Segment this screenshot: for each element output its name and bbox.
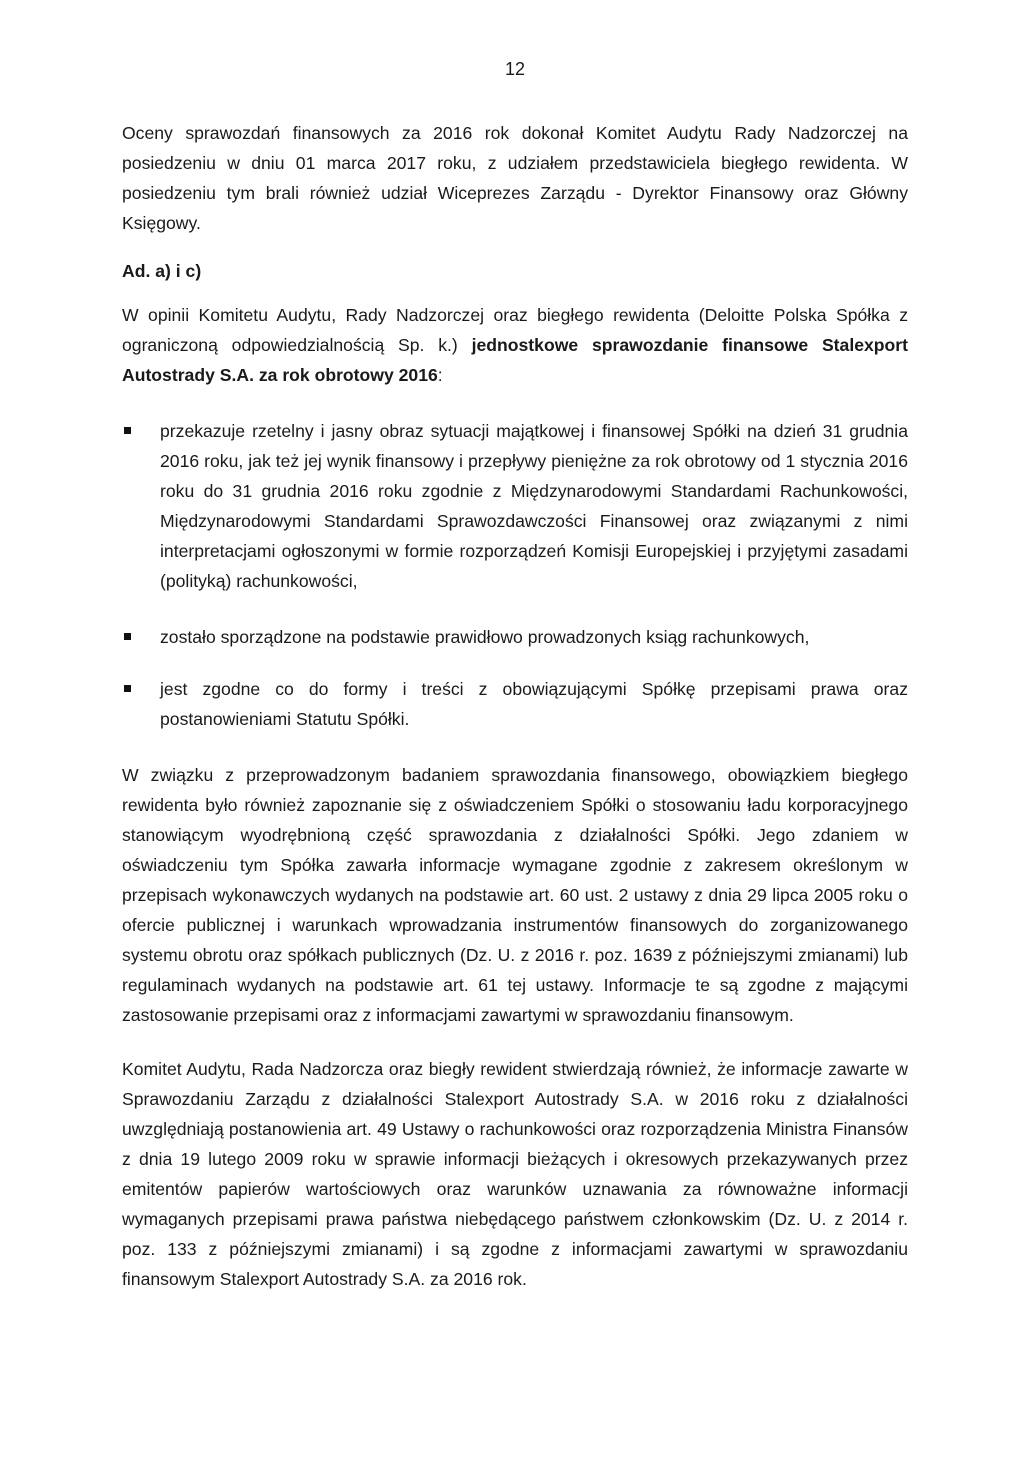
paragraph-opinion-intro [122, 300, 908, 390]
paragraph-management-report: Komitet Audytu, Rada Nadzorcza oraz biegły rewident stwierdzają również, że informacje zawarte w Sprawozdaniu Zarządu z działalności Stalexport Autostrady S.A. w 2016 roku z działalności uwzględniają postanowienia art. 49 Ustawy o rachunkowości oraz rozporządzenia Ministra Finansów z dnia 19 lutego 2009 roku w sprawie informacji bieżących i okresowych przekazywanych przez emitentów papierów wartościowych oraz warunków uznawania za równoważne informacji wymaganych przepisami prawa państwa niebędącego państwem członkowskim (Dz. U. z 2014 r. poz. 133 z późniejszymi zmianami) i są zgodne z informacjami zawartymi w sprawozdaniu finansowym Stalexport Autostrady S.A. za 2016 rok. [122, 1059, 908, 1289]
paragraph-corporate-governance: W związku z przeprowadzonym badaniem sprawozdania finansowego, obowiązkiem biegłego rewidenta było również zapoznanie się z oświadczeniem Spółki o stosowaniu ładu korporacyjnego stanowiącym wyodrębnioną część sprawozdania z działalności Spółki. Jego zdaniem w oświadczeniu tym Spółka zawarła informacje wymagane zgodnie z zakresem określonym w przepisach wykonawczych wydanych na podstawie art. 60 ust. 2 ustawy z dnia 29 lipca 2005 roku o ofercie publicznej i warunkach wprowadzania instrumentów finansowych do zorganizowanego systemu obrotu oraz spółkach publicznych (Dz. U. z 2016 r. poz. 1639 z późniejszymi zmianami) lub regulaminach wydanych na podstawie art. 61 tej ustawy. Informacje te są zgodne z mającymi zastosowanie przepisami oraz z informacjami zawartymi w sprawozdaniu finansowym. [122, 765, 908, 1025]
list-item [122, 622, 908, 652]
list-item-text: jest zgodne co do formy i treści z obowiązującymi Spółkę przepisami prawa oraz postanowieniami Statutu Spółki. [160, 679, 908, 729]
list-item-text: przekazuje rzetelny i jasny obraz sytuacji majątkowej i finansowej Spółki na dzień 31 grudnia 2016 roku, jak też jej wynik finansowy i przepływy pieniężne za rok obrotowy od 1 stycznia 2016 roku do 31 grudnia 2016 roku zgodnie z Międzynarodowymi Standardami Rachunkowości, Międzynarodowymi Standardami Sprawozdawczości Finansowej oraz związanymi z nimi interpretacjami ogłoszonymi w formie rozporządzeń Komisji Europejskiej i przyjętymi zasadami (polityką) rachunkowości, [160, 421, 908, 591]
square-bullet-icon [124, 633, 131, 640]
opinion-bullet-list [122, 416, 908, 734]
paragraph-audit-committee: Oceny sprawozdań finansowych za 2016 rok dokonał Komitet Audytu Rady Nadzorczej na posiedzeniu w dniu 01 marca 2017 roku, z udziałem przedstawiciela biegłego rewidenta. W posiedzeniu tym brali również udział Wiceprezes Zarządu - Dyrektor Finansowy oraz Główny Księgowy. [122, 123, 908, 233]
opinion-intro-text: W opinii Komitetu Audytu, Rady Nadzorczej oraz biegłego rewidenta (Deloitte Polska Spółka z ograniczoną odpowiedzialnością Sp. k.) [122, 305, 908, 355]
list-item-text: zostało sporządzone na podstawie prawidłowo prowadzonych ksiąg rachunkowych, [160, 627, 810, 647]
opinion-intro-bold: jednostkowe sprawozdanie finansowe Stalexport Autostrady S.A. za rok obrotowy 2016 [122, 335, 908, 385]
page-content [122, 118, 908, 1294]
section-heading: Ad. a) i c) [122, 261, 202, 281]
page-number: 12 [504, 59, 526, 79]
opinion-intro-colon: : [437, 365, 443, 385]
square-bullet-icon [124, 685, 131, 692]
square-bullet-icon [124, 427, 131, 434]
list-item [122, 674, 908, 734]
list-item [122, 416, 908, 596]
